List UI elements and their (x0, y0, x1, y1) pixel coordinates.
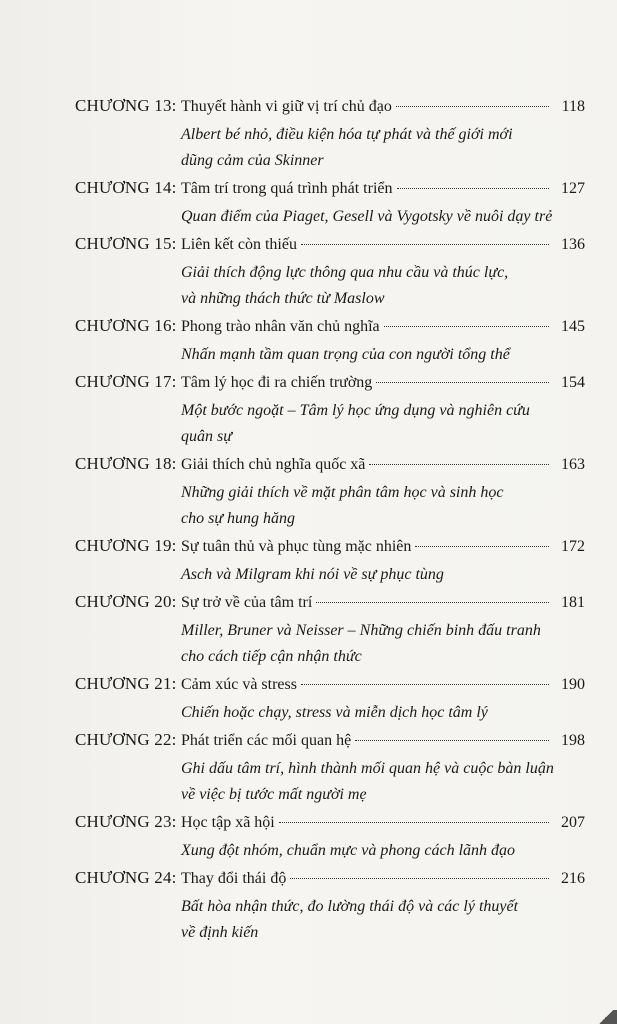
chapter-subtitle (181, 342, 561, 368)
subtitle-line: Miller, Bruner và Neisser – Những chiến binh đấu tranh (181, 622, 541, 639)
subtitle-line: Chiến hoặc chạy, stress và miễn dịch học tâm lý (181, 704, 488, 721)
dot-leader (384, 326, 549, 327)
toc-entry (75, 592, 585, 670)
subtitle-line: Ghi dấu tâm trí, hình thành mối quan hệ và cuộc bàn luận (181, 760, 554, 777)
table-of-contents (75, 96, 585, 950)
subtitle-line: về việc bị tước mất người mẹ (181, 786, 367, 803)
subtitle-line: Bất hòa nhận thức, đo lường thái độ và các lý thuyết (181, 898, 519, 915)
chapter-title: Tâm lý học đi ra chiến trường (181, 374, 373, 391)
toc-entry-row (75, 592, 585, 618)
subtitle-line: quân sự (181, 428, 232, 445)
chapter-subtitle (181, 204, 561, 230)
page-corner-shadow (595, 1010, 617, 1024)
subtitle-line: Nhấn mạnh tầm quan trọng của con người tổng thể (181, 346, 510, 363)
chapter-subtitle (181, 618, 561, 670)
chapter-title: Sự trở về của tâm trí (181, 594, 313, 611)
chapter-title: Phát triển các mối quan hệ (181, 732, 352, 749)
page-number: 136 (561, 236, 585, 253)
chapter-title: Giải thích chủ nghĩa quốc xã (181, 456, 366, 473)
toc-entry-row (75, 674, 585, 700)
subtitle-line: Albert bé nhỏ, điều kiện hóa tự phát và thế giới mới (181, 126, 513, 143)
subtitle-line: Asch và Milgram khi nói về sự phục tùng (181, 566, 444, 583)
page-number: 118 (561, 98, 585, 115)
page-number: 127 (561, 180, 585, 197)
toc-entry (75, 674, 585, 726)
toc-entry-row (75, 812, 585, 838)
toc-entry-row (75, 178, 585, 204)
toc-entry-row (75, 316, 585, 342)
toc-entry (75, 178, 585, 230)
page-number: 198 (561, 732, 585, 749)
chapter-label: CHƯƠNG 16: (75, 316, 177, 335)
toc-entry-row (75, 96, 585, 122)
chapter-title: Sự tuân thủ và phục tùng mặc nhiên (181, 538, 412, 555)
chapter-title: Thuyết hành vi giữ vị trí chủ đạo (181, 98, 392, 115)
chapter-title: Phong trào nhân văn chủ nghĩa (181, 318, 380, 335)
chapter-subtitle (181, 700, 561, 726)
toc-entry-row (75, 372, 585, 398)
subtitle-line: về định kiến (181, 924, 259, 941)
chapter-subtitle (181, 562, 561, 588)
toc-entry (75, 868, 585, 946)
chapter-title: Tâm trí trong quá trình phát triển (181, 180, 393, 197)
chapter-label: CHƯƠNG 18: (75, 454, 177, 473)
chapter-label: CHƯƠNG 22: (75, 730, 177, 749)
subtitle-line: Những giải thích về mặt phân tâm học và sinh học (181, 484, 504, 501)
dot-leader (279, 822, 549, 823)
subtitle-line: Xung đột nhóm, chuẩn mực và phong cách lãnh đạo (181, 842, 516, 859)
toc-entry (75, 316, 585, 368)
chapter-subtitle (181, 894, 561, 946)
page-number: 207 (561, 814, 585, 831)
chapter-label: CHƯƠNG 19: (75, 536, 177, 555)
dot-leader (397, 188, 550, 189)
chapter-label: CHƯƠNG 15: (75, 234, 177, 253)
chapter-label: CHƯƠNG 20: (75, 592, 177, 611)
chapter-label: CHƯƠNG 24: (75, 868, 177, 887)
chapter-label: CHƯƠNG 17: (75, 372, 177, 391)
toc-entry (75, 536, 585, 588)
chapter-title: Học tập xã hội (181, 814, 275, 831)
toc-entry-row (75, 454, 585, 480)
subtitle-line: cho sự hung hăng (181, 510, 296, 527)
page-number: 172 (561, 538, 585, 555)
page-number: 190 (561, 676, 585, 693)
dot-leader (355, 740, 549, 741)
chapter-subtitle (181, 122, 561, 174)
subtitle-line: Một bước ngoặt – Tâm lý học ứng dụng và nghiên cứu (181, 402, 530, 419)
chapter-subtitle (181, 838, 561, 864)
dot-leader (415, 546, 549, 547)
toc-entry (75, 372, 585, 450)
dot-leader (369, 464, 549, 465)
chapter-subtitle (181, 398, 561, 450)
dot-leader (301, 684, 549, 685)
toc-entry-row (75, 234, 585, 260)
chapter-label: CHƯƠNG 14: (75, 178, 177, 197)
dot-leader (396, 106, 549, 107)
dot-leader (376, 382, 549, 383)
chapter-title: Cảm xúc và stress (181, 676, 297, 693)
chapter-title: Liên kết còn thiếu (181, 236, 297, 253)
dot-leader (301, 244, 549, 245)
toc-entry (75, 730, 585, 808)
subtitle-line: và những thách thức từ Maslow (181, 290, 385, 307)
chapter-subtitle (181, 756, 561, 808)
subtitle-line: cho cách tiếp cận nhận thức (181, 648, 362, 665)
page-number: 216 (561, 870, 585, 887)
page-number: 154 (561, 374, 585, 391)
chapter-label: CHƯƠNG 21: (75, 674, 177, 693)
toc-entry (75, 234, 585, 312)
page-number: 163 (561, 456, 585, 473)
dot-leader (316, 602, 549, 603)
toc-entry (75, 812, 585, 864)
page-number: 145 (561, 318, 585, 335)
chapter-title: Thay đổi thái độ (181, 870, 287, 887)
subtitle-line: Quan điểm của Piaget, Gesell và Vygotsky về nuôi dạy trẻ (181, 208, 553, 225)
toc-entry (75, 96, 585, 174)
chapter-subtitle (181, 480, 561, 532)
chapter-subtitle (181, 260, 561, 312)
toc-entry-row (75, 730, 585, 756)
toc-entry-row (75, 536, 585, 562)
dot-leader (290, 878, 549, 879)
subtitle-line: dũng cảm của Skinner (181, 152, 324, 169)
chapter-label: CHƯƠNG 23: (75, 812, 177, 831)
toc-entry (75, 454, 585, 532)
page-number: 181 (561, 594, 585, 611)
subtitle-line: Giải thích động lực thông qua nhu cầu và thúc lực, (181, 264, 509, 281)
toc-entry-row (75, 868, 585, 894)
chapter-label: CHƯƠNG 13: (75, 96, 177, 115)
